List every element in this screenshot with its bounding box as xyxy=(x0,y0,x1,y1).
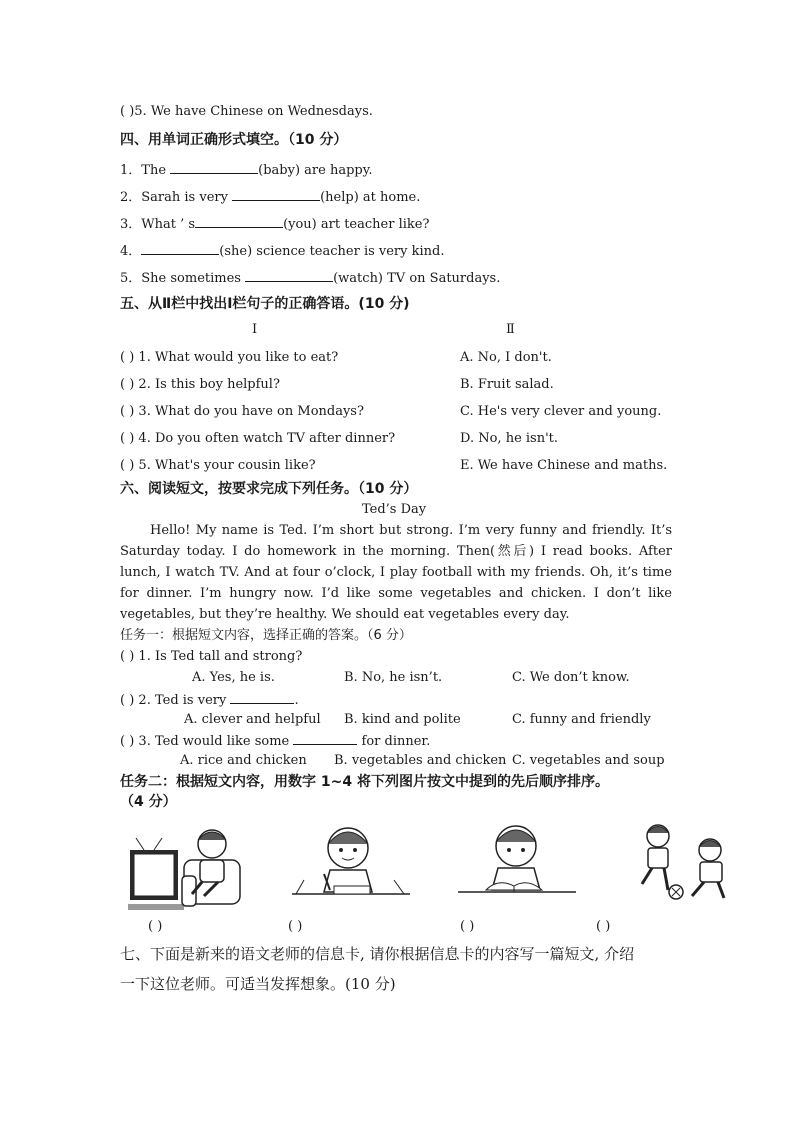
story-title: Ted’s Day xyxy=(362,502,427,517)
section-4-title: 四、用单词正确形式填空。（10 分） xyxy=(120,132,348,148)
doing-homework-picture xyxy=(290,820,412,912)
story-paragraph: Hello! My name is Ted. I’m short but strong. I’m very funny and friendly. It’s Saturday today. I do homework in the morning. Then(然后) I read books. After lunch, I watch TV. And at four o’clock, I play football with my friends. Oh, it’s time for dinner. I’m hungry now. I’d like some vegetables and chicken. I don’t like vegetables, but they’re healthy. We should eat vegetables every day. xyxy=(120,523,672,622)
task1-question-2: ( ) 2. Ted is very . xyxy=(120,693,299,708)
match-question-5: ( ) 5. What's your cousin like? xyxy=(120,458,316,473)
answer-blank[interactable] xyxy=(141,242,219,255)
answer-paren: ( ) xyxy=(120,104,135,119)
task1-q1-option-a: A. Yes, he is. xyxy=(192,670,275,685)
watching-tv-picture xyxy=(126,820,244,912)
section-5-title: 五、从Ⅱ栏中找出Ⅰ栏句子的正确答语。(10 分) xyxy=(120,296,410,312)
column-1-header: Ⅰ xyxy=(252,322,258,337)
task1-q2-option-b: B. kind and polite xyxy=(344,712,461,727)
answer-blank[interactable] xyxy=(232,188,320,201)
task1-q1-option-c: C. We don’t know. xyxy=(512,670,630,685)
task1-q3-option-b: B. vegetables and chicken xyxy=(334,753,507,768)
fill-item-3: 3．What ’ s (you) art teacher like? xyxy=(120,217,430,232)
reading-books-picture xyxy=(456,820,578,912)
match-question-1: ( ) 1. What would you like to eat? xyxy=(120,350,339,365)
picture-2-answer[interactable]: ( ) xyxy=(288,919,303,934)
section-7-title-line-2: 一下这位老师。可适当发挥想象。(10 分) xyxy=(120,975,396,993)
task1-q2-option-c: C. funny and friendly xyxy=(512,712,651,727)
answer-blank[interactable] xyxy=(170,161,258,174)
match-answer-b: B. Fruit salad. xyxy=(460,377,554,392)
answer-blank[interactable] xyxy=(293,732,357,745)
match-question-3: ( ) 3. What do you have on Mondays? xyxy=(120,404,364,419)
task-2-score: （4 分） xyxy=(120,794,177,810)
fill-item-5: 5．She sometimes (watch) TV on Saturdays. xyxy=(120,271,501,286)
picture-1-answer[interactable]: ( ) xyxy=(148,919,163,934)
task-1-title: 任务一：根据短文内容，选择正确的答案。（6 分） xyxy=(120,628,412,643)
match-question-2: ( ) 2. Is this boy helpful? xyxy=(120,377,280,392)
task1-question-1: ( ) 1. Is Ted tall and strong? xyxy=(120,649,303,664)
answer-blank[interactable] xyxy=(245,269,333,282)
match-answer-d: D. No, he isn't. xyxy=(460,431,559,446)
picture-4-answer[interactable]: ( ) xyxy=(596,919,611,934)
task1-q1-option-b: B. No, he isn’t. xyxy=(344,670,443,685)
task1-q3-option-a: A. rice and chicken xyxy=(180,753,307,768)
column-2-header: Ⅱ xyxy=(506,322,515,337)
task-2-title: 任务二：根据短文内容，用数字 1~4 将下列图片按文中提到的先后顺序排序。 xyxy=(120,774,609,790)
match-answer-e: E. We have Chinese and maths. xyxy=(460,458,668,473)
answer-blank[interactable] xyxy=(195,215,283,228)
task1-question-3: ( ) 3. Ted would like some for dinner. xyxy=(120,734,431,749)
match-question-4: ( ) 4. Do you often watch TV after dinner? xyxy=(120,431,396,446)
fill-item-4: 4． (she) science teacher is very kind. xyxy=(120,244,445,259)
fill-item-1: 1．The (baby) are happy. xyxy=(120,163,373,178)
task1-q2-option-a: A. clever and helpful xyxy=(184,712,321,727)
match-answer-c: C. He's very clever and young. xyxy=(460,404,662,419)
playing-football-picture xyxy=(632,820,736,912)
picture-3-answer[interactable]: ( ) xyxy=(460,919,475,934)
answer-blank[interactable] xyxy=(230,691,294,704)
match-answer-a: A. No, I don't. xyxy=(460,350,552,365)
fill-item-2: 2．Sarah is very (help) at home. xyxy=(120,190,421,205)
section-7-title-line-1: 七、下面是新来的语文老师的信息卡, 请你根据信息卡的内容写一篇短文, 介绍 xyxy=(120,945,635,963)
question-line: ( )5. We have Chinese on Wednesdays. xyxy=(120,104,373,119)
task1-q3-option-c: C. vegetables and soup xyxy=(512,753,665,768)
section-6-title: 六、阅读短文，按要求完成下列任务。（10 分） xyxy=(120,481,418,497)
